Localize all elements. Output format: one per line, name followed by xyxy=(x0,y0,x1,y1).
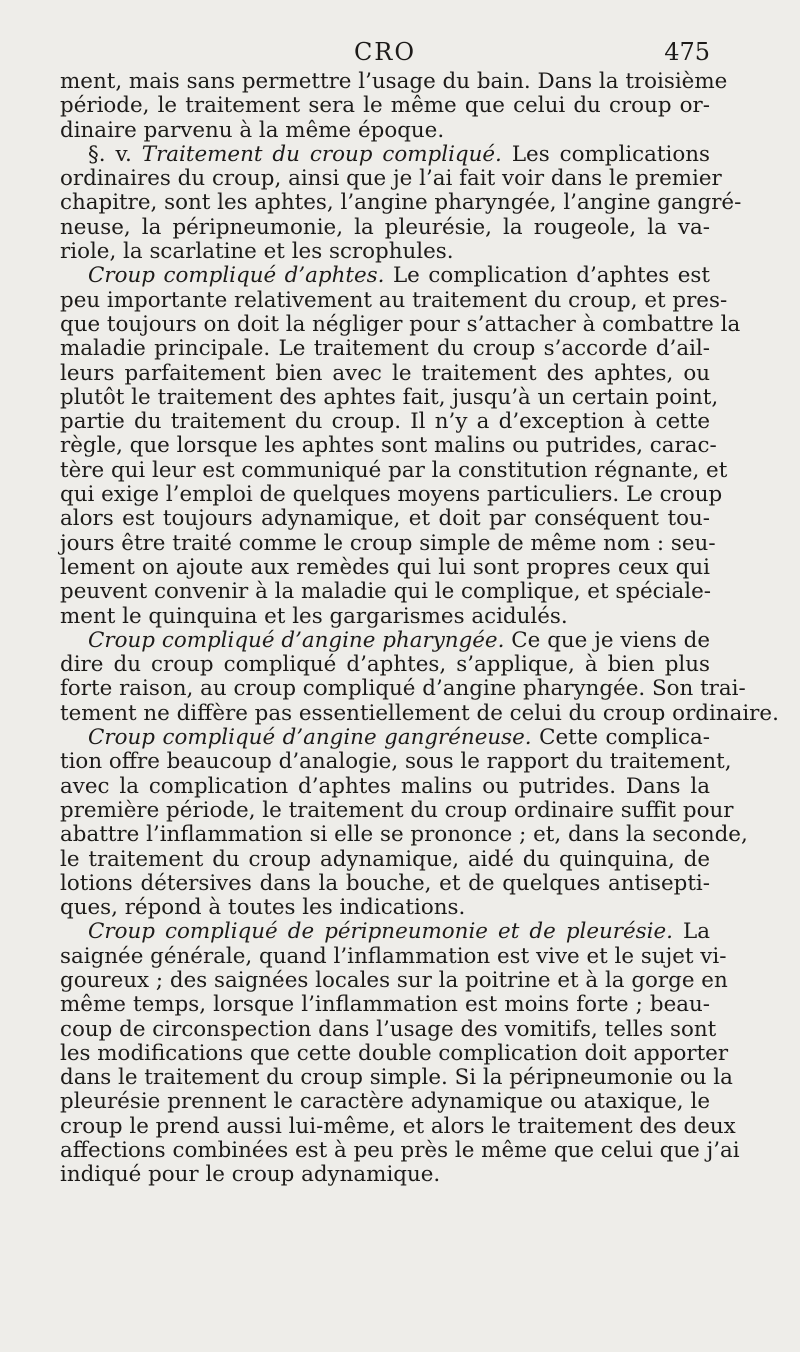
text-line xyxy=(60,264,710,288)
subsection-heading: Traitement du croup compliqué. xyxy=(141,141,502,167)
text-line: ques, répond à toutes les indications. xyxy=(60,895,466,921)
body-text xyxy=(60,69,779,1188)
subsection-heading: Croup compliqué d’aphtes. xyxy=(88,263,385,289)
text-line: coup de circonspection dans l’usage des vomitifs, telles sont xyxy=(60,1016,717,1042)
text-line: plutôt le traitement des aphtes fait, jusqu’à un certain point, xyxy=(60,384,719,410)
subsection-heading: Croup compliqué de péripneumonie et de pleurésie. xyxy=(88,919,673,945)
text-line xyxy=(60,629,710,653)
text-line: neuse, la péripneumonie, la pleurésie, la rougeole, la va- xyxy=(60,214,710,240)
text-line: qui exige l’emploi de quelques moyens particuliers. Le croup xyxy=(60,482,723,508)
text-run: Les complications xyxy=(501,141,710,167)
text-run: Le complication d’aphtes est xyxy=(384,263,710,289)
text-line: saignée générale, quand l’inflammation est vive et le sujet vi- xyxy=(60,943,727,969)
text-line xyxy=(60,726,710,750)
text-line: chapitre, sont les aphtes, l’angine pharyngée, l’angine gangré- xyxy=(60,190,742,216)
text-line: partie du traitement du croup. Il n’y a d’exception à cette xyxy=(60,409,710,435)
text-run: La xyxy=(672,919,710,945)
text-line: dans le traitement du croup simple. Si la péripneumonie ou la xyxy=(60,1065,733,1091)
text-line: abattre l’inflammation si elle se prononce ; et, dans la seconde, xyxy=(60,822,748,848)
section-marker: §. v. xyxy=(88,141,142,167)
text-line: maladie principale. Le traitement du croup s’accorde d’ail- xyxy=(60,336,710,362)
text-line: les modifications que cette double complication doit apporter xyxy=(60,1040,729,1066)
text-line: jours être traité comme le croup simple de même nom : seu- xyxy=(60,530,716,556)
text-line: alors est toujours adynamique, et doit par conséquent tou- xyxy=(60,506,710,532)
text-line: indiqué pour le croup adynamique. xyxy=(60,1162,441,1188)
text-run: Cette complica- xyxy=(531,725,710,751)
text-line: tement ne diffère pas essentiellement de celui du croup ordinaire. xyxy=(60,700,779,726)
text-run: Ce que je viens de xyxy=(504,627,710,653)
text-line xyxy=(60,920,710,944)
text-line: riole, la scarlatine et les scrophules. xyxy=(60,239,454,265)
text-line: règle, que lorsque les aphtes sont malins ou putrides, carac- xyxy=(60,433,717,459)
text-line: affections combinées est à peu près le même que celui que j’ai xyxy=(60,1138,740,1164)
text-line: leurs parfaitement bien avec le traitement des aphtes, ou xyxy=(60,360,710,386)
text-line: ordinaires du croup, ainsi que je l’ai fait voir dans le premier xyxy=(60,166,722,192)
text-line: peuvent convenir à la maladie qui le complique, et spéciale- xyxy=(60,579,711,605)
running-head: CRO xyxy=(353,38,417,66)
subsection-heading: Croup compliqué d’angine gangréneuse. xyxy=(88,725,532,751)
text-line: pleurésie prennent le caractère adynamique ou ataxique, le xyxy=(60,1089,710,1115)
text-line: lement on ajoute aux remèdes qui lui sont propres ceux qui xyxy=(60,554,710,580)
text-line: première période, le traitement du croup ordinaire suffit pour xyxy=(60,797,734,823)
text-line: ment, mais sans permettre l’usage du bain. Dans la troisième xyxy=(60,69,728,94)
text-line: ment le quinquina et les gargarismes acidulés. xyxy=(60,603,568,629)
text-line: que toujours on doit la négliger pour s’attacher à combattre la xyxy=(60,311,741,337)
text-line: croup le prend aussi lui-même, et alors le traitement des deux xyxy=(60,1113,736,1139)
page-header xyxy=(60,38,710,68)
text-line: goureux ; des saignées locales sur la poitrine et à la gorge en xyxy=(60,967,728,993)
text-line: même temps, lorsque l’inflammation est moins forte ; beau- xyxy=(60,992,710,1018)
text-line: le traitement du croup adynamique, aidé du quinquina, de xyxy=(60,846,710,872)
text-line: tère qui leur est communiqué par la constitution régnante, et xyxy=(60,457,728,483)
text-line: tion offre beaucoup d’analogie, sous le rapport du traitement, xyxy=(60,749,732,775)
text-line: forte raison, au croup compliqué d’angine pharyngée. Son trai- xyxy=(60,676,746,702)
subsection-heading: Croup compliqué d’angine pharyngée. xyxy=(88,627,505,653)
page-number: 475 xyxy=(664,38,710,66)
text-line: dire du croup compliqué d’aphtes, s’applique, à bien plus xyxy=(60,652,710,678)
text-line xyxy=(60,143,710,167)
text-line: lotions détersives dans la bouche, et de quelques antisepti- xyxy=(60,870,710,896)
text-line: peu importante relativement au traitement du croup, et pres- xyxy=(60,287,728,313)
text-line: période, le traitement sera le même que celui du croup or- xyxy=(60,93,710,119)
text-line: avec la complication d’aphtes malins ou putrides. Dans la xyxy=(60,773,710,799)
text-line: dinaire parvenu à la même époque. xyxy=(60,117,445,143)
